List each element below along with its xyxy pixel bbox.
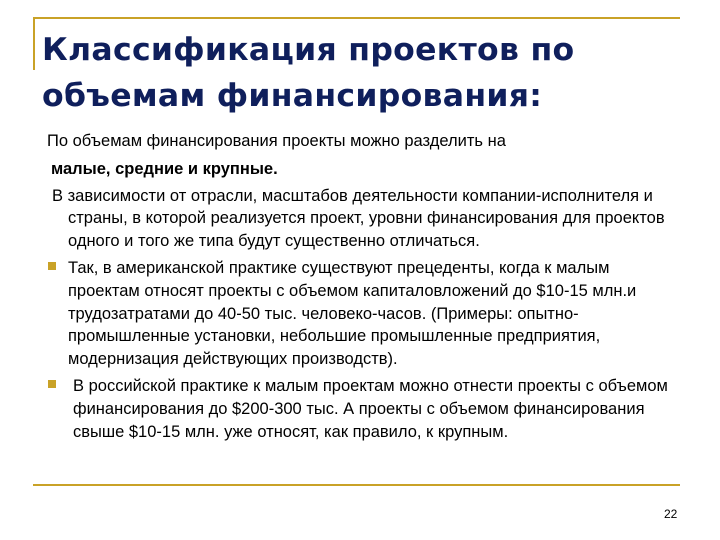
bullet-item xyxy=(47,375,677,443)
left-rule xyxy=(33,17,35,70)
bottom-rule xyxy=(33,484,680,486)
bullet-text: Так, в американской практике существуют прецеденты, когда к малым проектам относят проекты с объемом капиталовложений до $10-15 млн.и трудозатратами до 40-50 тыс. человеко-часов. (Примеры: опытно-промышленные установки, небольшие промышленные предприятия, модернизация действующих производств). xyxy=(68,258,637,369)
slide-title: Классификация проектов по объемам финансирования: xyxy=(42,32,575,114)
page-number: 22 xyxy=(664,507,678,521)
top-rule xyxy=(33,17,680,19)
square-bullet-icon xyxy=(48,380,56,388)
intro-text: По объемам финансирования проекты можно разделить на xyxy=(47,132,506,150)
bullet-item xyxy=(47,257,677,371)
body-paragraph: В зависимости от отрасли, масштабов деятельности компании-исполнителя и страны, в которой реализуется проект, уровни финансирования для проектов одного и того же типа будут существенно отличаться. xyxy=(52,186,665,251)
bullet-text: В российской практике к малым проектам можно отнести проекты с объемом финансирования до $200-300 тыс. А проекты с объемом финансирования свыше $10-15 млн. уже относят, как правило, к крупным. xyxy=(73,376,668,441)
intro-bold-text: малые, средние и крупные. xyxy=(51,159,278,178)
square-bullet-icon xyxy=(48,262,56,270)
slide-body xyxy=(47,130,677,443)
